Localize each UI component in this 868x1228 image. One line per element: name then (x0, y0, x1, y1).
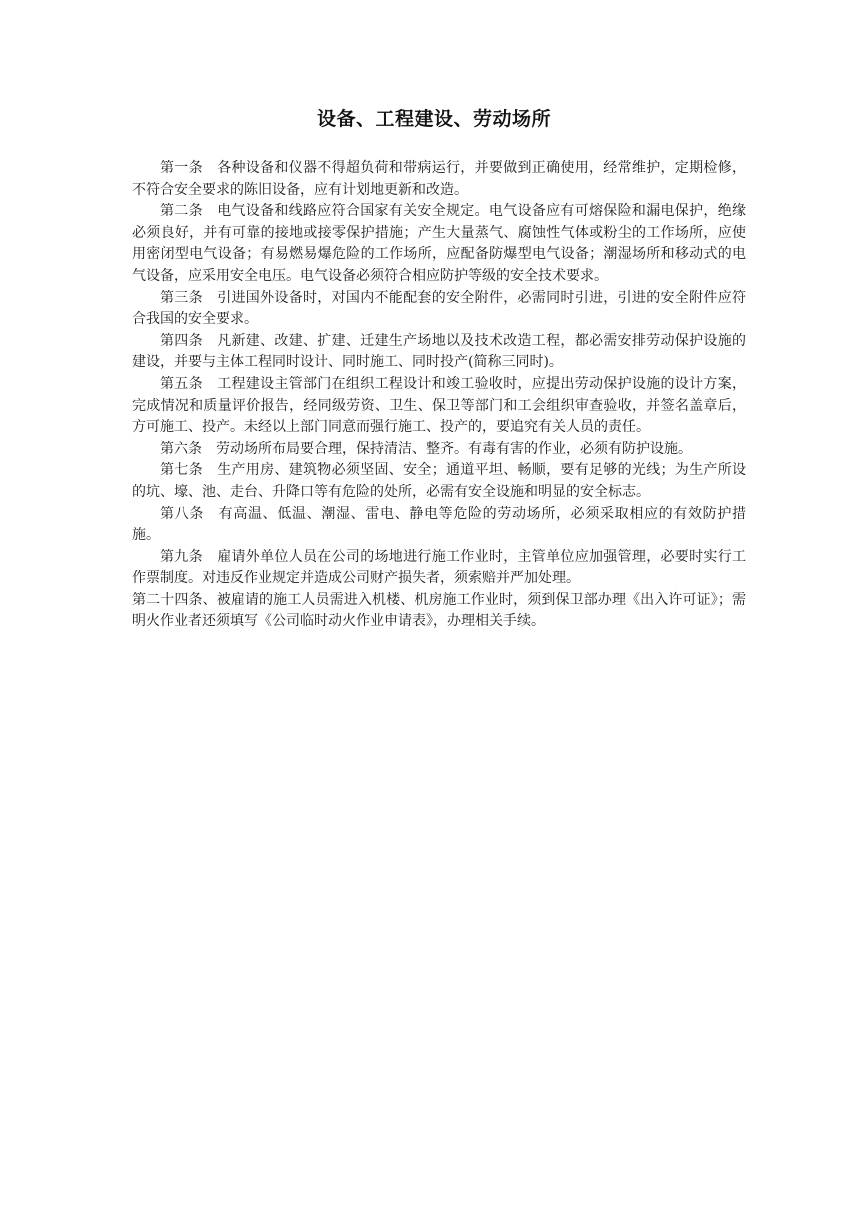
article-24: 第二十四条、被雇请的施工人员需进入机楼、机房施工作业时，须到保卫部办理《出入许可证》；需明火作业者还须填写《公司临时动火作业申请表》，办理相关手续。 (132, 591, 746, 630)
document-title: 设备、工程建设、劳动场所 (316, 108, 551, 130)
document-body (132, 158, 746, 633)
article-7: 第七条 生产用房、建筑物必须坚固、安全；通道平坦、畅顺，要有足够的光线；为生产所设的坑、壕、池、走台、升降口等有危险的处所，必需有安全设施和明显的安全标志。 (132, 462, 746, 500)
article-2: 第二条 电气设备和线路应符合国家有关安全规定。电气设备应有可熔保险和漏电保护，绝缘必须良好，并有可靠的接地或接零保护措施；产生大量蒸气、腐蚀性气体或粉尘的工作场所，应使用密闭型电气设备；有易燃易爆危险的工作场所，应配备防爆型电气设备；潮湿场所和移动式的电气设备，应采用安全电压。电气设备必须符合相应防护等级的安全技术要求。 (132, 203, 746, 284)
article-4: 第四条 凡新建、改建、扩建、迁建生产场地以及技术改造工程，都必需安排劳动保护设施的建设，并要与主体工程同时设计、同时施工、同时投产(简称三同时)。 (132, 332, 746, 371)
article-1: 第一条 各种设备和仪器不得超负荷和带病运行，并要做到正确使用，经常维护，定期检修，不符合安全要求的陈旧设备，应有计划地更新和改造。 (132, 160, 746, 198)
article-3: 第三条 引进国外设备时，对国内不能配套的安全附件，必需同时引进，引进的安全附件应符合我国的安全要求。 (132, 289, 746, 328)
article-8: 第八条 有高温、低温、潮湿、雷电、静电等危险的劳动场所，必须采取相应的有效防护措施。 (132, 505, 746, 544)
article-9: 第九条 雇请外单位人员在公司的场地进行施工作业时，主管单位应加强管理，必要时实行工作票制度。对违反作业规定并造成公司财产损失者，须索赔并严加处理。 (132, 548, 746, 587)
article-6: 第六条 劳动场所布局要合理，保持清洁、整齐。有毒有害的作业，必须有防护设施。 (160, 440, 692, 457)
article-5: 第五条 工程建设主管部门在组织工程设计和竣工验收时，应提出劳动保护设施的设计方案，完成情况和质量评价报告，经同级劳资、卫生、保卫等部门和工会组织审查验收，并签名盖章后，方可施工、投产。未经以上部门同意而强行施工、投产的，要追究有关人员的责任。 (132, 375, 746, 436)
